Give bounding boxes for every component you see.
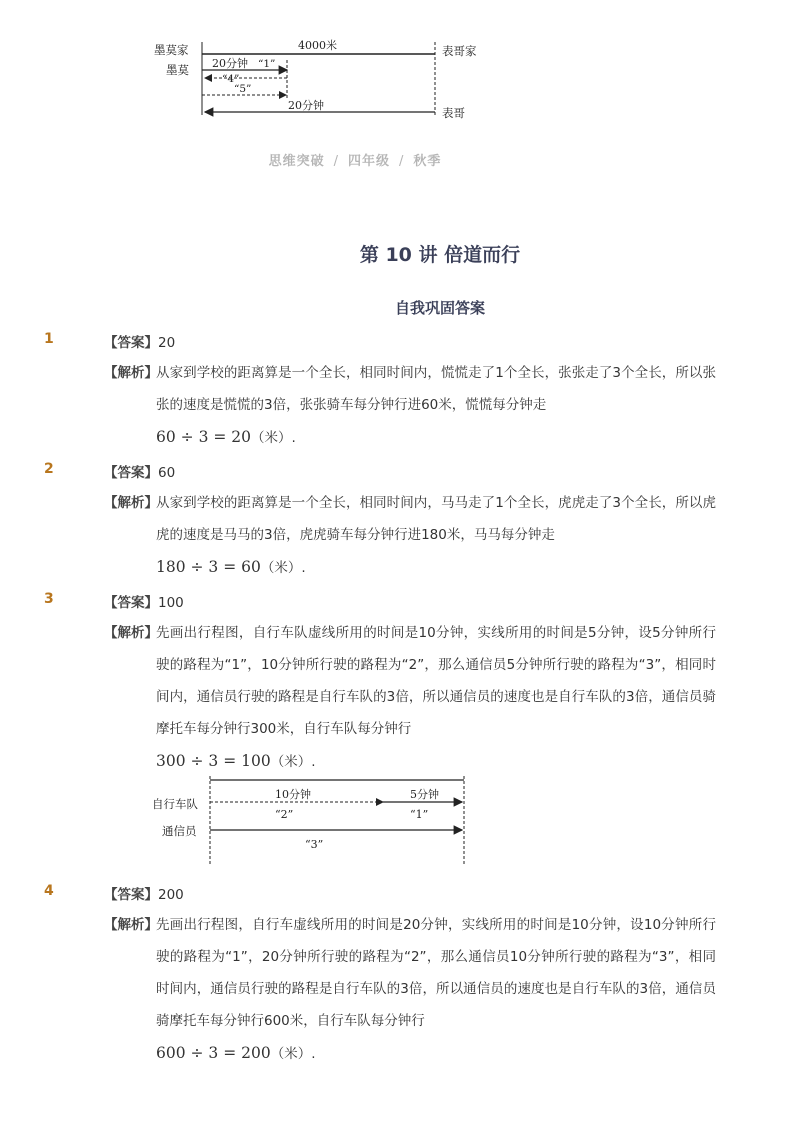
time-a-label: 10分钟 (275, 788, 311, 801)
explanation-text: 先画出行程图，自行车虚线所用的时间是20分钟，实线所用的时间是10分钟，设10分钟所行驶的路程为“1”，20分钟所行驶的路程为“2”，那么通信员10分钟所行驶的路程为“3”，相同时间内，通信员行驶的路程是自行车队的3倍，所以通信员的速度也是自行车队的3倍，通信员骑摩托车每分钟行600米，自行车队每分钟行 (156, 917, 716, 1029)
answer-line (104, 591, 184, 611)
question-number: 2 (44, 461, 54, 477)
lesson-title: 第 10 讲 倍道而行 (359, 244, 521, 266)
series-footer (0, 150, 710, 169)
q1-label: “1” (258, 58, 276, 70)
unit-text: （米）. (270, 754, 316, 770)
messenger-label: 通信员 (162, 824, 197, 838)
math-expression: 180 ÷ 3 = 60 (156, 558, 261, 576)
explanation (104, 617, 716, 778)
explanation-text: 先画出行程图，自行车队虚线所用的时间是10分钟，实线所用的时间是5分钟，设5分钟所行驶的路程为“1”，10分钟所行驶的路程为“2”，那么通信员5分钟所行驶的路程为“3”，相同时间内，通信员行驶的路程是自行车队的3倍，所以通信员的速度也是自行车队的3倍，通信员骑摩托车每分钟行300米，自行车队每分钟行 (156, 625, 716, 737)
unit-text: （米）. (251, 430, 296, 446)
answer-value: 100 (158, 595, 184, 611)
answer-tag: 【答案】 (104, 465, 158, 481)
time-top-label: 20分钟 (212, 57, 248, 70)
question-number: 4 (44, 883, 54, 899)
explanation (104, 487, 716, 584)
explanation-text: 从家到学校的距离算是一个全长，相同时间内，马马走了1个全长，虎虎走了3个全长，所以虎虎的速度是马马的3倍，虎虎骑车每分钟行进180米，马马每分钟走 (156, 495, 716, 543)
answer-value: 20 (158, 335, 176, 351)
answer-tag: 【答案】 (104, 335, 158, 351)
answer-value: 60 (158, 465, 176, 481)
math-expression: 600 ÷ 3 = 200 (156, 1044, 271, 1062)
cousin-home-label: 表哥家 (442, 44, 477, 58)
explanation-text: 从家到学校的距离算是一个全长，相同时间内，慌慌走了1个全长，张张走了3个全长，所以张张的速度是慌慌的3倍，张张骑车每分钟行进60米，慌慌每分钟走 (156, 365, 716, 413)
footer-sep: / (333, 154, 339, 169)
answer-line (104, 883, 184, 903)
explain-tag: 【解析】 (104, 625, 158, 641)
footer-series: 思维突破 (268, 154, 325, 169)
unit-text: （米）. (260, 560, 306, 576)
explanation (104, 357, 716, 454)
convoy-diagram (150, 772, 480, 867)
question-number: 1 (44, 331, 54, 347)
distance-label: 4000米 (298, 39, 337, 52)
home-label: 墨莫家 (154, 43, 189, 57)
answer-tag: 【答案】 (104, 595, 158, 611)
explain-tag: 【解析】 (104, 365, 158, 381)
answer-value: 200 (158, 887, 184, 903)
explain-tag: 【解析】 (104, 495, 158, 511)
time-b-label: 5分钟 (410, 788, 439, 801)
time-bottom-label: 20分钟 (288, 99, 324, 112)
answer-line (104, 461, 175, 481)
q3-label: “3” (305, 838, 324, 851)
q1-label: “1” (410, 808, 429, 821)
math-expression: 300 ÷ 3 = 100 (156, 752, 271, 770)
answer-tag: 【答案】 (104, 887, 158, 903)
top-journey-diagram (150, 30, 500, 125)
convoy-label: 自行车队 (152, 797, 198, 811)
footer-sep: / (399, 154, 405, 169)
person-label: 墨莫 (166, 63, 189, 77)
explain-tag: 【解析】 (104, 917, 158, 933)
footer-grade: 四年级 (347, 154, 390, 169)
q4-label: “4” (222, 73, 240, 85)
section-subtitle: 自我巩固答案 (394, 299, 485, 317)
q2-label: “2” (275, 808, 294, 821)
answer-line (104, 331, 175, 351)
explanation (104, 909, 716, 1070)
question-number: 3 (44, 591, 54, 607)
cousin-label: 表哥 (442, 106, 465, 120)
q5-label: “5” (234, 83, 252, 95)
unit-text: （米）. (270, 1046, 316, 1062)
footer-season: 秋季 (413, 154, 442, 169)
math-expression: 60 ÷ 3 = 20 (156, 428, 251, 446)
